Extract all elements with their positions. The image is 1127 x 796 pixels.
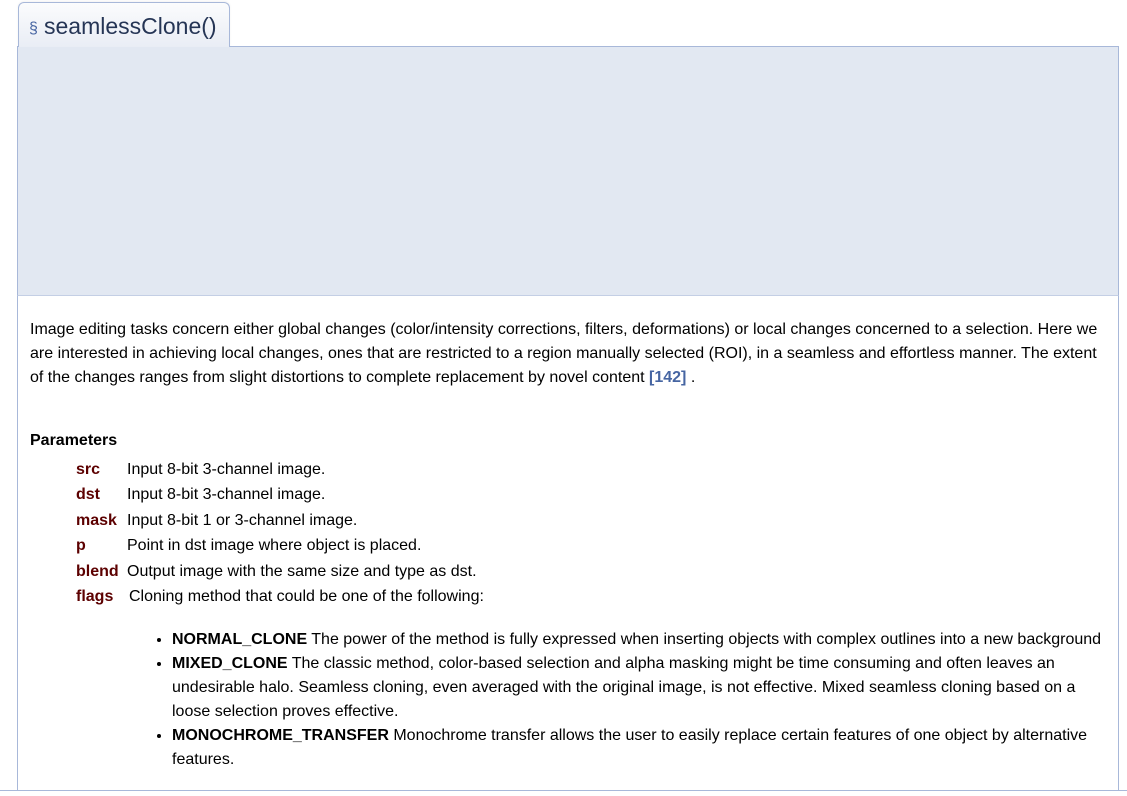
flag-desc: The power of the method is fully expressed when inserting objects with complex outlines into a new background [307,631,1102,648]
flags-list [150,628,1107,772]
flag-desc: The classic method, color-based selection and alpha masking might be time consuming and often leaves an undesirable halo. Seamless cloning, even averaged with the original image, is not effective. Mixed seamless cloning based on a loose selection proves effective. [172,655,1076,720]
description-paragraph [30,318,1105,390]
page-bottom-border [0,790,1127,791]
list-item [172,652,1107,724]
flag-name: NORMAL_CLONE [172,631,308,648]
function-title: seamlessClone() [44,13,217,39]
parameters-heading: Parameters [30,432,118,449]
citation-link[interactable]: [142] [649,369,687,386]
description-text: Image editing tasks concern either global changes (color/intensity corrections, filters, deformations) or local changes concerned to a selection. Here we are interested in achieving local changes, ones that are restricted to a region manually selected (ROI), in a seamless and effortless manner. The extent of the changes ranges from slight distortions to complete replacement by novel content [30,321,1098,386]
param-list-desc: Output image with the same size and type as dst. [127,563,477,580]
param-list-desc: Input 8-bit 3-channel image. [127,461,326,478]
list-item [172,628,1107,652]
param-list-name: mask [76,512,117,529]
param-list-name: src [76,461,101,478]
param-list-desc: Input 8-bit 3-channel image. [127,486,326,503]
param-list-name: flags [76,588,114,605]
param-list-name: p [76,537,86,554]
list-item [172,724,1107,772]
member-title-tab [18,2,230,47]
flag-name: MONOCHROME_TRANSFER [172,727,389,744]
flag-name: MIXED_CLONE [172,655,288,672]
param-list-desc: Input 8-bit 1 or 3-channel image. [127,512,358,529]
section-anchor-link[interactable]: § [29,20,38,37]
param-list-desc: Point in dst image where object is placed. [127,537,422,554]
param-list-desc: Cloning method that could be one of the following: [129,588,484,605]
flag-desc: Monochrome transfer allows the user to easily replace certain features of one object by alternative features. [172,727,1088,768]
param-list-name: blend [76,563,119,580]
description-end: . [686,369,696,386]
param-list-name: dst [76,486,100,503]
function-prototype-box [17,46,1119,296]
